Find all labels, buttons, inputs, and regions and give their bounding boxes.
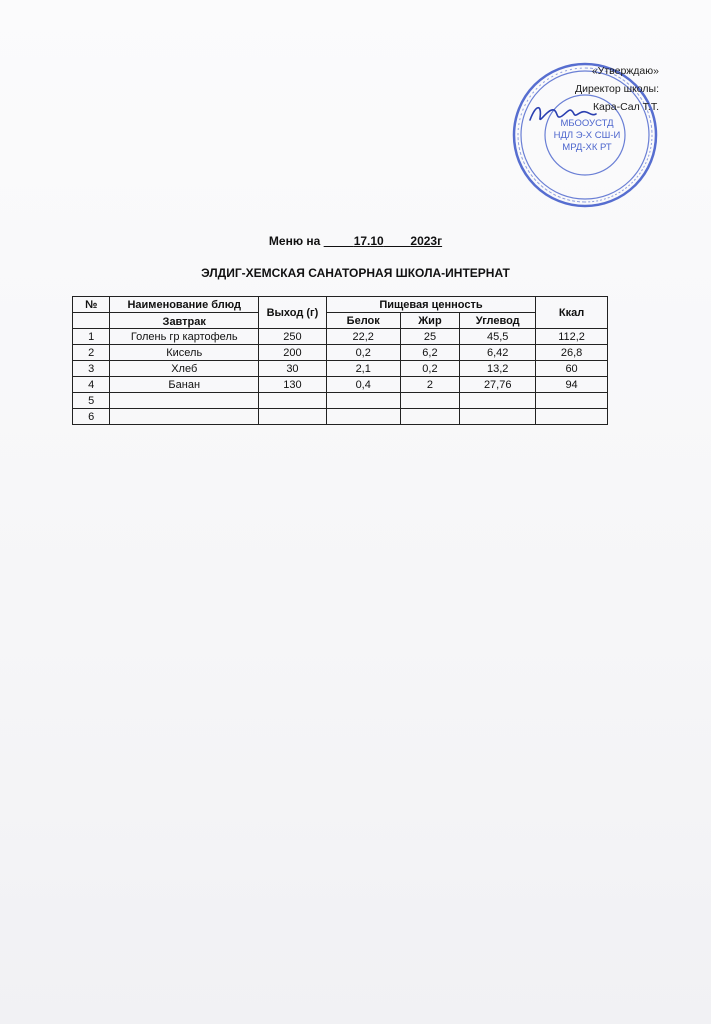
row-dish: Банан [110, 377, 259, 393]
svg-text:МБООУСТД: МБООУСТД [560, 118, 614, 129]
col-fat-header: Жир [400, 313, 460, 329]
row-carbs: 13,2 [460, 361, 536, 377]
row-protein: 2,1 [326, 361, 400, 377]
table-header-row [73, 297, 608, 313]
approval-signatory: Кара-Сал Т.Т. [592, 101, 659, 113]
row-fat: 0,2 [400, 361, 460, 377]
row-kcal: 60 [536, 361, 608, 377]
row-carbs: 45,5 [460, 329, 536, 345]
row-fat: 6,2 [400, 345, 460, 361]
row-dish: Кисель [110, 345, 259, 361]
row-kcal: 112,2 [536, 329, 608, 345]
table-row [73, 329, 608, 345]
menu-table [72, 296, 608, 425]
col-nutrition-header: Пищевая ценность [326, 297, 535, 313]
row-protein [326, 393, 400, 409]
section-header: Завтрак [110, 313, 259, 329]
row-fat: 25 [400, 329, 460, 345]
section-num-cell [73, 313, 110, 329]
row-fat [400, 409, 460, 425]
table-row [73, 361, 608, 377]
menu-date-line [0, 234, 711, 248]
row-kcal [536, 409, 608, 425]
row-num: 3 [73, 361, 110, 377]
school-name: ЭЛДИГ-ХЕМСКАЯ САНАТОРНАЯ ШКОЛА-ИНТЕРНАТ [201, 266, 510, 280]
row-fat: 2 [400, 377, 460, 393]
col-num-header: № [73, 297, 110, 313]
row-carbs [460, 393, 536, 409]
row-dish [110, 409, 259, 425]
col-kcal-header: Ккал [536, 297, 608, 329]
row-carbs: 27,76 [460, 377, 536, 393]
approval-position: Директор школы: [575, 83, 659, 95]
row-output: 200 [259, 345, 327, 361]
row-kcal: 94 [536, 377, 608, 393]
col-name-header: Наименование блюд [110, 297, 259, 313]
row-carbs: 6,42 [460, 345, 536, 361]
row-dish: Хлеб [110, 361, 259, 377]
row-output: 30 [259, 361, 327, 377]
row-dish [110, 393, 259, 409]
row-num: 5 [73, 393, 110, 409]
row-num: 4 [73, 377, 110, 393]
table-row [73, 377, 608, 393]
handwritten-signature [528, 100, 598, 126]
row-kcal [536, 393, 608, 409]
row-kcal: 26,8 [536, 345, 608, 361]
col-protein-header: Белок [326, 313, 400, 329]
row-output [259, 393, 327, 409]
table-row [73, 393, 608, 409]
menu-prefix: Меню на [268, 234, 321, 248]
row-carbs [460, 409, 536, 425]
table-row [73, 345, 608, 361]
row-output: 250 [259, 329, 327, 345]
svg-text:НДЛ Э-Х СШ-И: НДЛ Э-Х СШ-И [553, 130, 621, 141]
row-num: 2 [73, 345, 110, 361]
table-row [73, 409, 608, 425]
col-output-header: Выход (г) [259, 297, 327, 329]
row-protein: 22,2 [326, 329, 400, 345]
menu-date: 17.10 2023г [353, 234, 443, 248]
col-carbs-header: Углевод [460, 313, 536, 329]
row-protein: 0,2 [326, 345, 400, 361]
row-dish: Голень гр картофель [110, 329, 259, 345]
row-num: 1 [73, 329, 110, 345]
row-protein: 0,4 [326, 377, 400, 393]
svg-text:МРД-ХК РТ: МРД-ХК РТ [562, 142, 612, 153]
row-output: 130 [259, 377, 327, 393]
row-num: 6 [73, 409, 110, 425]
row-fat [400, 393, 460, 409]
approval-title: «Утверждаю» [591, 65, 659, 77]
row-output [259, 409, 327, 425]
row-protein [326, 409, 400, 425]
